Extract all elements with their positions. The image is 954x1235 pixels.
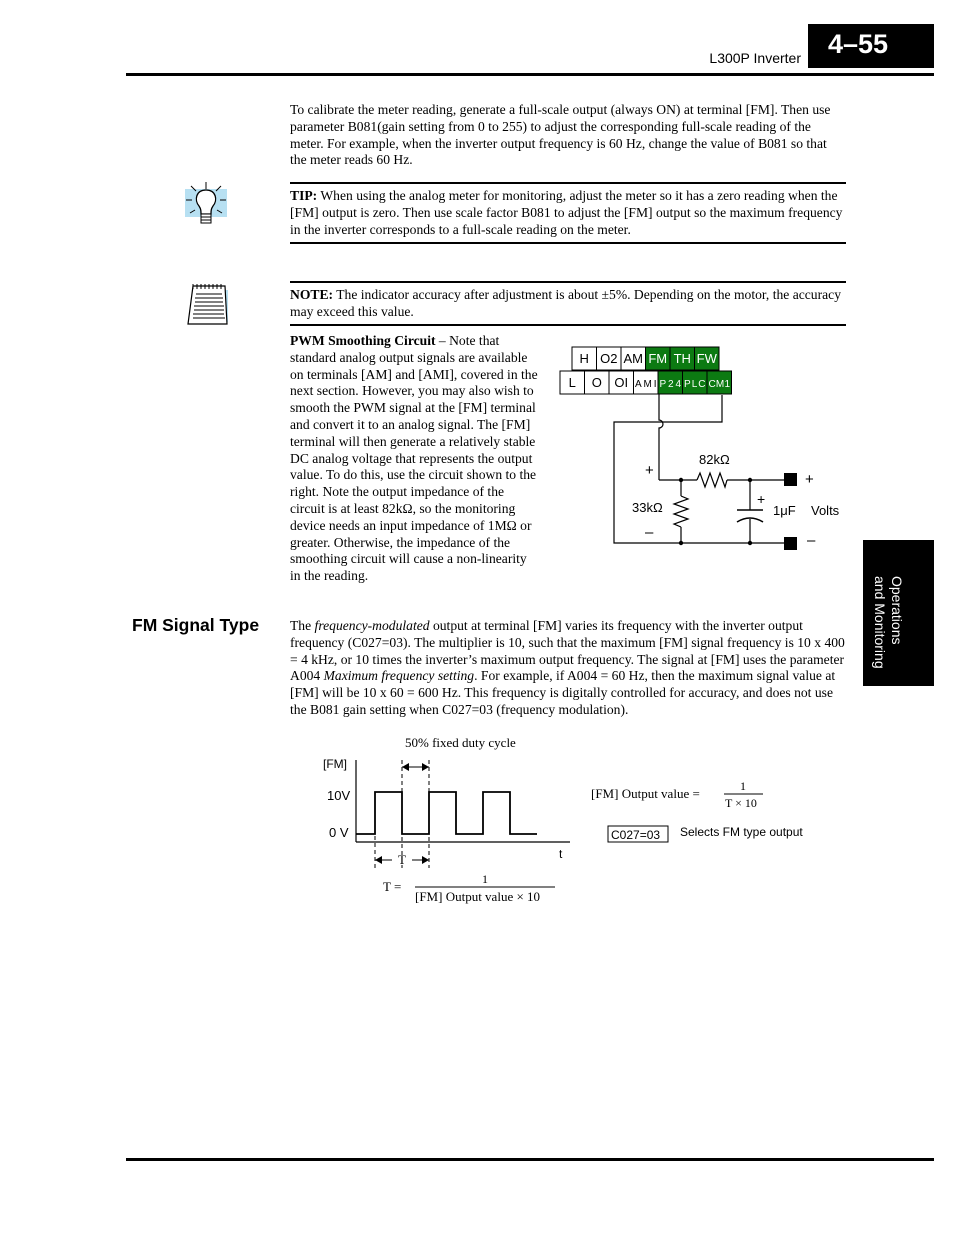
lightbulb-icon — [182, 180, 232, 230]
side-tab-line1: Operations — [889, 576, 905, 645]
intro-paragraph: To calibrate the meter reading, generate a full-scale output (always ON) at terminal [FM]. Then use parameter B081(gain setting from 0 to 255) to adjust the corresponding full-scale reading of the meter. For example, when the inverter output frequency is 60 Hz, change the value of B081 so that the meter reads 60 Hz. — [290, 102, 831, 168]
pwm-text: – Note that standard analog output signals are available on terminals [AM] and [AMI], covered in the next section. However, you may also wish to smooth the PWM signal at the [FM] terminal and convert it to an analog signal. The [FM] terminal will then generate a relatively stable DC analog voltage that represents the output value. To do this, use the circuit shown to the right. Note the output impedance of the circuit is at least 82kΩ, so the monitoring device needs an input impedance of 1MΩ or greater. Otherwise, the impedance of the smoothing circuit will cause a non-linearity in the reading. — [290, 333, 538, 584]
fm-paragraph — [290, 618, 846, 719]
terminal-label-l: L — [568, 375, 576, 390]
fm-text-1: The — [290, 618, 315, 633]
output-volts-label: Volts — [811, 503, 840, 518]
terminal-label-o: O — [591, 375, 602, 390]
tip-top-rule — [290, 182, 846, 184]
low-level-label: 0 V — [329, 825, 349, 840]
note-block — [290, 287, 846, 321]
period-label: T — [398, 852, 406, 867]
notepad-icon — [184, 280, 232, 328]
header-title: L300P Inverter — [709, 50, 801, 66]
chapter-side-tab — [863, 540, 934, 686]
fm-italic-1: frequency-modulated — [314, 618, 430, 633]
output-minus-label: – — [807, 532, 816, 549]
terminal-label-h: H — [579, 351, 589, 366]
fm-axis-label: [FM] — [323, 757, 347, 771]
high-level-label: 10V — [327, 788, 351, 803]
side-tab-line2: and Monitoring — [872, 576, 888, 669]
fm-text-2: output at terminal [FM] varies its frequency with the inverter output frequency (C027=03). The multiplier is 10, such that the maximum [FM] signal frequency is 10 x 400 = 4 kHz, or 10 times the inverter’s maximum output frequency. The signal at [FM] uses the parameter A004 — [290, 618, 845, 684]
smoothing-circuit-diagram — [555, 340, 855, 555]
terminal-label-th: TH — [673, 351, 691, 366]
resistor-33k-label: 33kΩ — [632, 500, 663, 515]
input-minus-label: – — [645, 524, 654, 541]
terminal-label-fw: FW — [696, 351, 717, 366]
note-bottom-rule — [290, 324, 846, 326]
output-terminal-minus — [784, 537, 797, 550]
resistor-82k-label: 82kΩ — [699, 452, 730, 467]
note-top-rule — [290, 281, 846, 283]
capacitor-plus-label: + — [757, 491, 766, 507]
tip-text: When using the analog meter for monitoring, adjust the meter so it has a zero reading when the [FM] output is zero. Then use scale factor B081 to adjust the [FM] output so the maximum frequency in the inverter corresponds to a full-scale reading on the meter. — [290, 188, 843, 237]
terminal-label-am: AM — [623, 351, 643, 366]
fm-italic-2: Maximum frequency setting — [323, 668, 475, 684]
output-terminal-plus — [784, 473, 797, 486]
terminal-label-plc: PLC — [684, 379, 706, 390]
terminal-label-ami: AMI — [635, 379, 657, 390]
terminal-label-p24: P24 — [659, 379, 681, 390]
fm-text-3: . For example, if A004 = 60 Hz, then the maximum signal value at [FM] will be 10 x 60 = 600 Hz. This frequency is digitally controlled for accuracy, and does not use the B081 gain setting when C027=03 (frequency modulation). — [290, 668, 836, 717]
section-heading: FM Signal Type — [132, 615, 260, 635]
footer-rule — [126, 1158, 934, 1161]
output-formula-numerator: 1 — [740, 779, 746, 793]
terminal-strip-bottom — [560, 371, 732, 394]
terminal-label-oi: OI — [614, 375, 629, 390]
note-label: NOTE: — [290, 287, 334, 302]
tip-label: TIP: — [290, 188, 318, 203]
output-plus-label: + — [805, 471, 814, 488]
output-formula-denominator: T × 10 — [725, 796, 757, 810]
header-rule — [126, 73, 934, 76]
note-text: The indicator accuracy after adjustment is about ±5%. Depending on the motor, the accuracy may exceed this value. — [290, 287, 841, 319]
output-formula-lhs: [FM] Output value = — [591, 786, 700, 801]
param-code: C027=03 — [611, 828, 661, 842]
page-number: 4–55 — [808, 24, 934, 68]
capacitor-label: 1μF — [773, 503, 796, 518]
param-description: Selects FM type output — [680, 825, 803, 839]
tip-bottom-rule — [290, 242, 846, 244]
input-plus-label: + — [645, 462, 654, 479]
pwm-paragraph — [290, 333, 540, 585]
pulse-train — [356, 792, 537, 834]
time-axis-label: t — [559, 847, 563, 861]
terminal-label-fm: FM — [648, 351, 668, 366]
period-formula-lhs: T = — [383, 879, 402, 894]
terminal-strip-top — [572, 347, 719, 370]
terminal-label-cm1: CM1 — [708, 379, 730, 390]
duty-cycle-label: 50% fixed duty cycle — [405, 735, 516, 750]
terminal-label-o2: O2 — [600, 351, 618, 366]
period-formula-denominator: [FM] Output value × 10 — [415, 889, 541, 904]
period-formula-numerator: 1 — [482, 872, 488, 886]
tip-block — [290, 188, 846, 238]
pwm-heading: PWM Smoothing Circuit — [290, 333, 436, 348]
fm-waveform-diagram — [320, 730, 840, 910]
